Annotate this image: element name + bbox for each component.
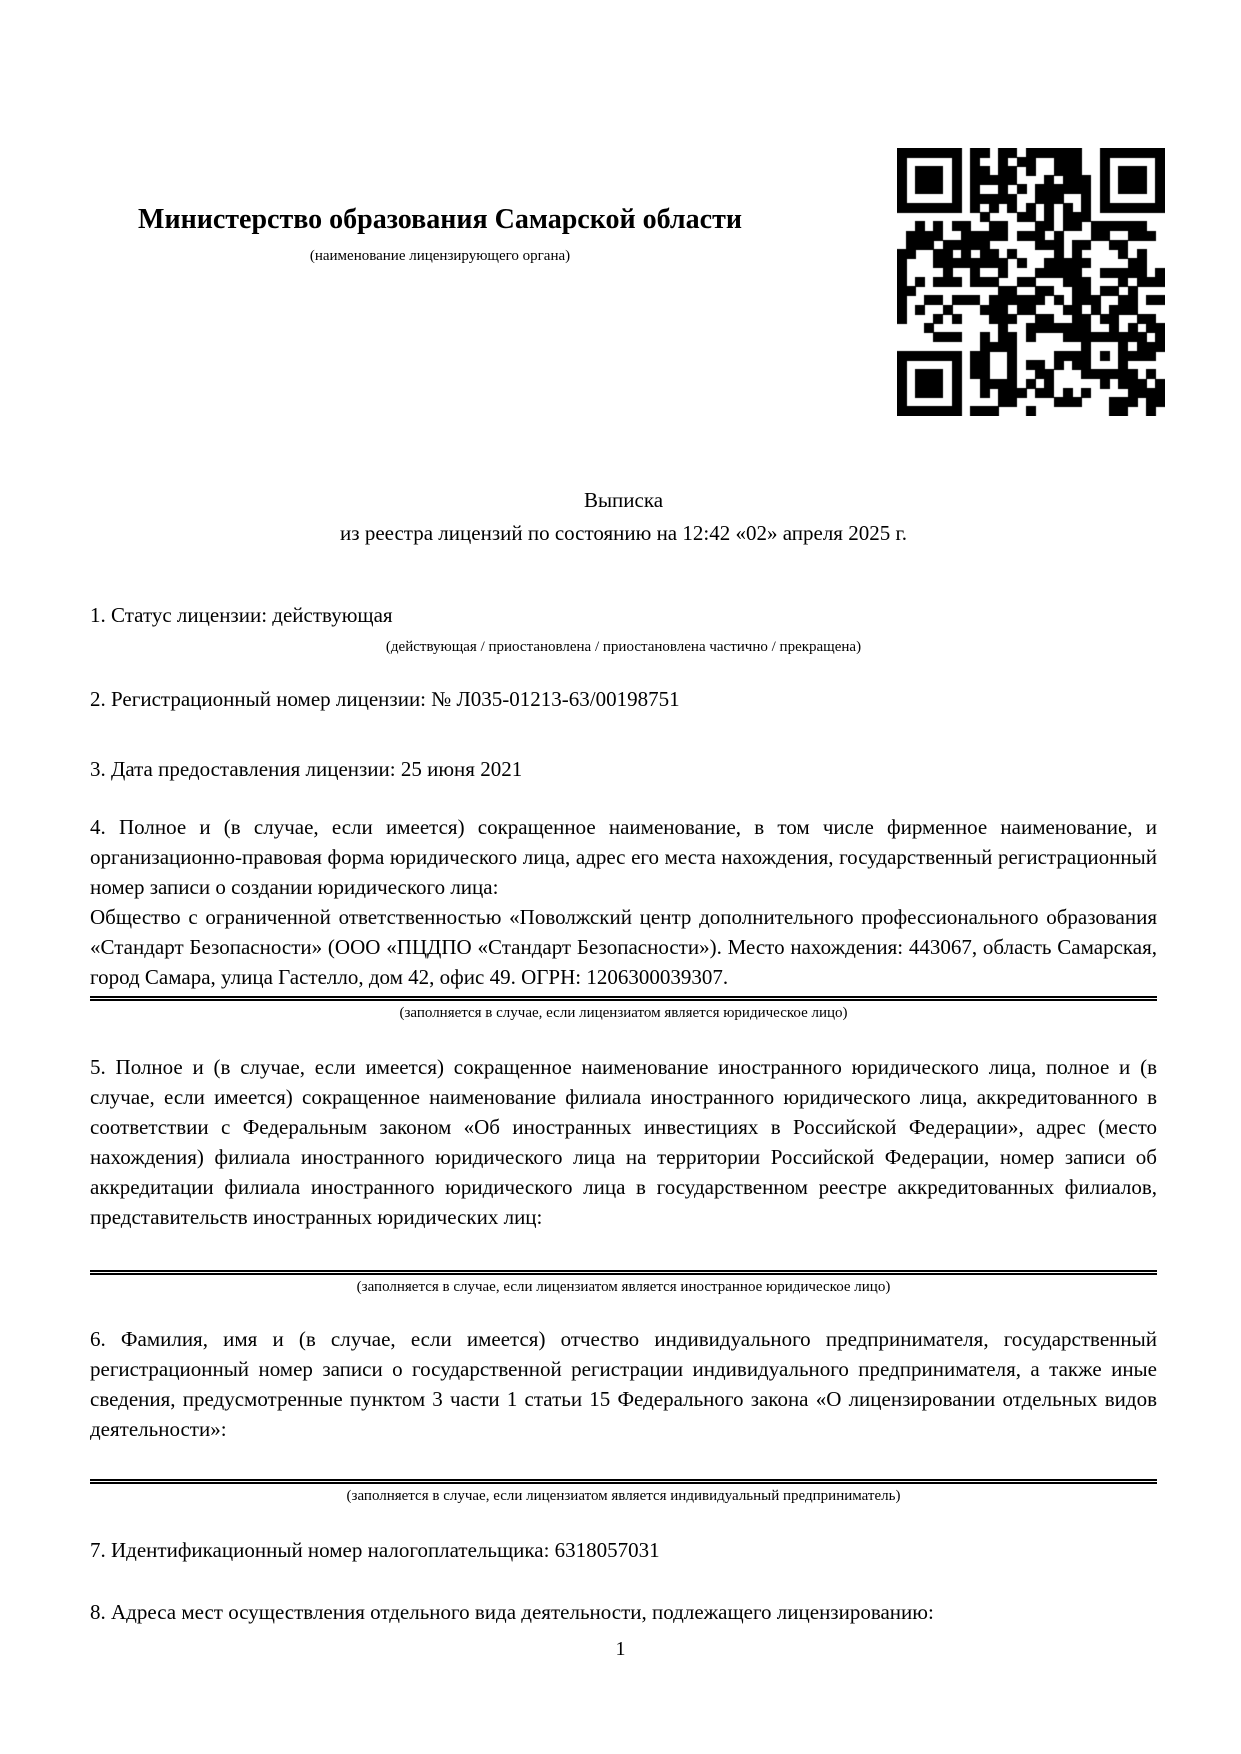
legal-entity-caption: (заполняется в случае, если лицензиатом является юридическое лицо) bbox=[399, 1005, 848, 1021]
registration-number-line: 2. Регистрационный номер лицензии: № Л035-01213-63/00198751 bbox=[90, 687, 680, 711]
document-title: Выписка bbox=[583, 488, 664, 512]
qr-code-canvas bbox=[897, 148, 1165, 416]
entrepreneur-caption: (заполняется в случае, если лицензиатом является индивидуальный предприниматель) bbox=[346, 1488, 901, 1504]
foreign-entity-label: 5. Полное и (в случае, если имеется) сокращенное наименование иностранного юридического лица, полное и (в случае, если имеется) сокращенное наименование филиала иностранного юридического лица, аккредитованного в соответствии с Федеральным законом «Об иностранных инвестициях в Российской Федерации», адрес (место нахождения) филиала иностранного юридического лица на территории Российской Федерации, номер записи об аккредитации филиала иностранного юридического лица в государственном реестре аккредитованных филиалов, представительств иностранных юридических лиц: bbox=[90, 1055, 1157, 1229]
page-content bbox=[90, 0, 1157, 1627]
qr-code bbox=[897, 148, 1165, 416]
document-subtitle: из реестра лицензий по состоянию на 12:42 «02» апреля 2025 г. bbox=[340, 521, 907, 545]
grant-date-line: 3. Дата предоставления лицензии: 25 июня 2021 bbox=[90, 757, 523, 781]
license-status-caption: (действующая / приостановлена / приостановлена частично / прекращена) bbox=[385, 639, 862, 655]
document-title-block bbox=[90, 484, 1157, 550]
foreign-entity-fill-line bbox=[90, 1270, 1157, 1275]
entrepreneur-fill-line bbox=[90, 1479, 1157, 1484]
licensing-authority-caption: (наименование лицензирующего органа) bbox=[309, 248, 571, 264]
inn-line: 7. Идентификационный номер налогоплательщика: 6318057031 bbox=[90, 1538, 660, 1562]
legal-entity-label: 4. Полное и (в случае, если имеется) сокращенное наименование, в том числе фирменное наименование, и организационно-правовая форма юридического лица, адрес его места нахождения, государственный регистрационный номер записи о создании юридического лица: bbox=[90, 815, 1157, 899]
licensing-authority-block bbox=[90, 203, 790, 266]
addresses-line: 8. Адреса мест осуществления отдельного вида деятельности, подлежащего лицензированию: bbox=[90, 1600, 934, 1624]
entrepreneur-label: 6. Фамилия, имя и (в случае, если имеется) отчество индивидуального предпринимателя, государственный регистрационный номер записи о государственной регистрации индивидуального предпринимателя, а также иные сведения, предусмотренные пунктом 3 части 1 статьи 15 Федерального закона «О лицензировании отдельных видов деятельности»: bbox=[90, 1327, 1157, 1441]
foreign-entity-caption: (заполняется в случае, если лицензиатом является иностранное юридическое лицо) bbox=[356, 1279, 891, 1295]
license-status-line: 1. Статус лицензии: действующая bbox=[90, 603, 393, 627]
licensing-authority-name: Министерство образования Самарской области bbox=[138, 204, 742, 235]
page-number: 1 bbox=[615, 1638, 626, 1660]
document-header bbox=[90, 0, 1157, 418]
legal-entity-value: Общество с ограниченной ответственностью «Поволжский центр дополнительного профессионального образования «Стандарт Безопасности» (ООО «ПЦДПО «Стандарт Безопасности»). Место нахождения: 443067, область Самарская, город Самара, улица Гастелло, дом 42, офис 49. ОГРН: 1206300039307. bbox=[90, 905, 1157, 989]
legal-entity-fill-line bbox=[90, 996, 1157, 1001]
